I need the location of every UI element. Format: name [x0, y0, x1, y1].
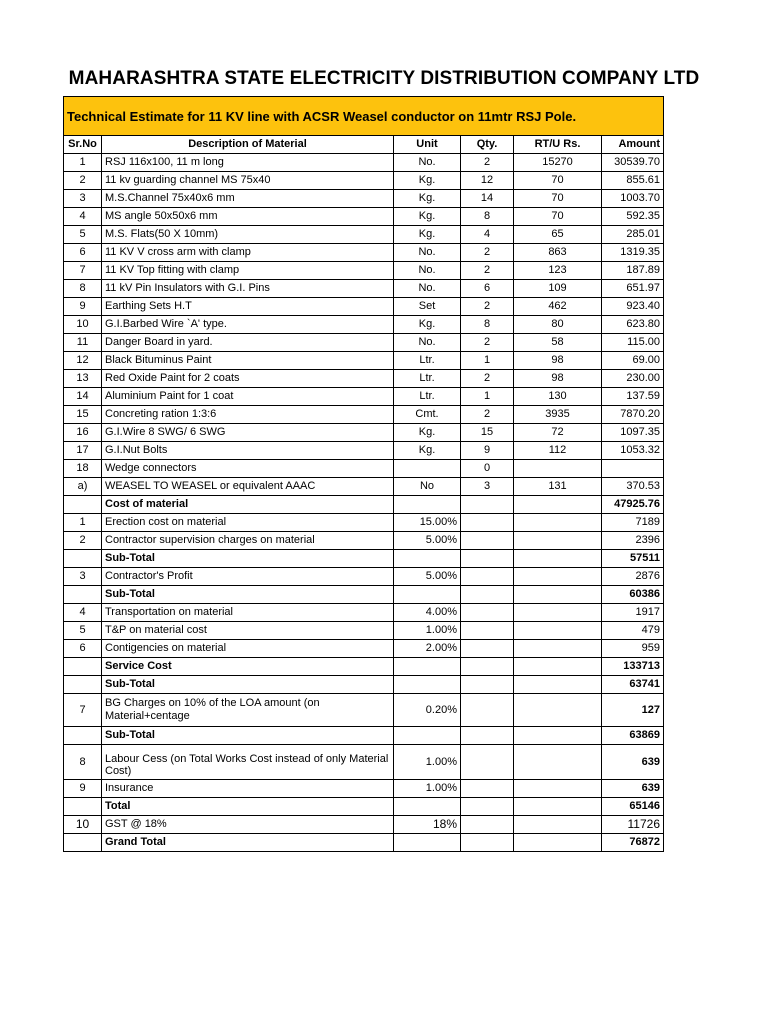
row-rate: 72 — [514, 424, 602, 442]
row-rate: 109 — [514, 280, 602, 298]
row-amount: 1319.35 — [602, 244, 664, 262]
row-amount: 187.89 — [602, 262, 664, 280]
row-qty: 6 — [461, 280, 514, 298]
row-rate: 65 — [514, 226, 602, 244]
row-qty: 9 — [461, 442, 514, 460]
row-srno: 7 — [64, 262, 102, 280]
service-row: 4 Transportation on material 4.00% 1917 — [64, 604, 664, 622]
service-row: 3 Contractor's Profit 5.00% 2876 — [64, 568, 664, 586]
row-description: 11 KV Top fitting with clamp — [102, 262, 394, 280]
row-unit: No. — [394, 334, 461, 352]
row-rate: 80 — [514, 316, 602, 334]
material-row — [64, 226, 664, 244]
material-row — [64, 442, 664, 460]
row-unit: Kg. — [394, 442, 461, 460]
total-row: Total 65146 — [64, 798, 664, 816]
row-qty: 1 — [461, 352, 514, 370]
row-rate: 3935 — [514, 406, 602, 424]
material-row — [64, 262, 664, 280]
material-row — [64, 190, 664, 208]
row-amount: 1003.70 — [602, 190, 664, 208]
service-row: 8 Labour Cess (on Total Works Cost instead of only Material Cost) 1.00% 639 — [64, 745, 664, 780]
row-qty: 8 — [461, 316, 514, 334]
material-row — [64, 424, 664, 442]
material-row — [64, 244, 664, 262]
row-description: Red Oxide Paint for 2 coats — [102, 370, 394, 388]
service-row: 5 T&P on material cost 1.00% 479 — [64, 622, 664, 640]
header-srno: Sr.No — [64, 136, 102, 154]
row-rate: 123 — [514, 262, 602, 280]
row-description: M.S.Channel 75x40x6 mm — [102, 190, 394, 208]
material-row — [64, 352, 664, 370]
row-amount: 651.97 — [602, 280, 664, 298]
row-description: 11 kv guarding channel MS 75x40 — [102, 172, 394, 190]
gst-row: 10 GST @ 18% 18% 11726 — [64, 816, 664, 834]
material-row — [64, 172, 664, 190]
row-unit: No. — [394, 262, 461, 280]
cost-of-material-label: Cost of material — [102, 496, 394, 514]
row-amount: 1097.35 — [602, 424, 664, 442]
row-unit: Kg. — [394, 424, 461, 442]
row-qty: 8 — [461, 208, 514, 226]
header-row — [64, 136, 664, 154]
row-rate: 112 — [514, 442, 602, 460]
row-srno: a) — [64, 478, 102, 496]
row-unit: No. — [394, 244, 461, 262]
row-amount: 30539.70 — [602, 154, 664, 172]
row-qty: 2 — [461, 406, 514, 424]
row-description: Earthing Sets H.T — [102, 298, 394, 316]
row-rate: 70 — [514, 190, 602, 208]
header-rate: RT/U Rs. — [514, 136, 602, 154]
row-description: Concreting ration 1:3:6 — [102, 406, 394, 424]
row-qty: 2 — [461, 370, 514, 388]
row-description: 11 kV Pin Insulators with G.I. Pins — [102, 280, 394, 298]
row-srno: 8 — [64, 280, 102, 298]
row-description: RSJ 116x100, 11 m long — [102, 154, 394, 172]
row-description: M.S. Flats(50 X 10mm) — [102, 226, 394, 244]
row-amount: 855.61 — [602, 172, 664, 190]
header-unit: Unit — [394, 136, 461, 154]
row-srno: 18 — [64, 460, 102, 478]
row-srno: 16 — [64, 424, 102, 442]
material-row — [64, 298, 664, 316]
estimate-banner: Technical Estimate for 11 KV line with ACSR Weasel conductor on 11mtr RSJ Pole. — [64, 97, 664, 136]
row-rate — [514, 460, 602, 478]
row-description: Black Bituminus Paint — [102, 352, 394, 370]
row-rate: 58 — [514, 334, 602, 352]
row-amount: 370.53 — [602, 478, 664, 496]
row-srno: 14 — [64, 388, 102, 406]
row-qty: 2 — [461, 298, 514, 316]
row-srno: 13 — [64, 370, 102, 388]
material-row — [64, 334, 664, 352]
row-srno: 9 — [64, 298, 102, 316]
material-row — [64, 460, 664, 478]
row-srno: 1 — [64, 154, 102, 172]
row-description: 11 KV V cross arm with clamp — [102, 244, 394, 262]
row-description: WEASEL TO WEASEL or equivalent AAAC — [102, 478, 394, 496]
row-rate: 863 — [514, 244, 602, 262]
row-qty: 4 — [461, 226, 514, 244]
row-description: G.I.Wire 8 SWG/ 6 SWG — [102, 424, 394, 442]
row-qty: 14 — [461, 190, 514, 208]
row-unit: Kg. — [394, 316, 461, 334]
row-rate: 70 — [514, 208, 602, 226]
row-qty: 2 — [461, 154, 514, 172]
row-amount: 1053.32 — [602, 442, 664, 460]
row-amount: 69.00 — [602, 352, 664, 370]
row-description: Wedge connectors — [102, 460, 394, 478]
row-qty: 12 — [461, 172, 514, 190]
row-amount: 923.40 — [602, 298, 664, 316]
row-amount — [602, 460, 664, 478]
material-row — [64, 208, 664, 226]
row-unit: Kg. — [394, 172, 461, 190]
row-amount: 115.00 — [602, 334, 664, 352]
material-row — [64, 154, 664, 172]
material-row — [64, 406, 664, 424]
row-qty: 2 — [461, 244, 514, 262]
row-amount: 230.00 — [602, 370, 664, 388]
material-row — [64, 316, 664, 334]
row-unit: Ltr. — [394, 388, 461, 406]
row-qty: 2 — [461, 334, 514, 352]
row-srno: 15 — [64, 406, 102, 424]
row-description: Aluminium Paint for 1 coat — [102, 388, 394, 406]
row-description: Danger Board in yard. — [102, 334, 394, 352]
material-row — [64, 280, 664, 298]
row-rate: 462 — [514, 298, 602, 316]
row-amount: 623.80 — [602, 316, 664, 334]
subtotal-row: Sub-Total 63869 — [64, 727, 664, 745]
header-amount: Amount — [602, 136, 664, 154]
row-srno: 11 — [64, 334, 102, 352]
row-unit: Ltr. — [394, 370, 461, 388]
row-rate: 131 — [514, 478, 602, 496]
service-cost-row: Service Cost 133713 — [64, 658, 664, 676]
subtotal-row: Sub-Total 60386 — [64, 586, 664, 604]
row-description: G.I.Barbed Wire `A' type. — [102, 316, 394, 334]
service-row: 7 BG Charges on 10% of the LOA amount (on Material+centage 0.20% 127 — [64, 694, 664, 727]
row-unit — [394, 460, 461, 478]
row-rate: 70 — [514, 172, 602, 190]
material-row — [64, 370, 664, 388]
header-qty: Qty. — [461, 136, 514, 154]
row-unit: Set — [394, 298, 461, 316]
row-amount: 285.01 — [602, 226, 664, 244]
row-unit: Kg. — [394, 226, 461, 244]
row-qty: 1 — [461, 388, 514, 406]
row-srno: 17 — [64, 442, 102, 460]
row-description: MS angle 50x50x6 mm — [102, 208, 394, 226]
row-unit: Kg. — [394, 190, 461, 208]
row-srno: 4 — [64, 208, 102, 226]
row-amount: 7870.20 — [602, 406, 664, 424]
row-srno: 3 — [64, 190, 102, 208]
row-qty: 15 — [461, 424, 514, 442]
row-srno: 5 — [64, 226, 102, 244]
service-row: 9 Insurance 1.00% 639 — [64, 780, 664, 798]
row-srno: 6 — [64, 244, 102, 262]
subtotal-row: Sub-Total 57511 — [64, 550, 664, 568]
header-description: Description of Material — [102, 136, 394, 154]
estimate-table — [63, 96, 664, 852]
row-srno: 10 — [64, 316, 102, 334]
subtotal-row: Sub-Total 63741 — [64, 676, 664, 694]
company-title: MAHARASHTRA STATE ELECTRICITY DISTRIBUTION COMPANY LTD — [68, 68, 700, 89]
row-unit: Ltr. — [394, 352, 461, 370]
service-row: 6 Contigencies on material 2.00% 959 — [64, 640, 664, 658]
material-row — [64, 478, 664, 496]
grand-total-row: Grand Total 76872 — [64, 834, 664, 852]
row-unit: Cmt. — [394, 406, 461, 424]
row-unit: No. — [394, 154, 461, 172]
row-srno: 12 — [64, 352, 102, 370]
service-row: 1 Erection cost on material 15.00% 7189 — [64, 514, 664, 532]
row-rate: 130 — [514, 388, 602, 406]
row-rate: 98 — [514, 352, 602, 370]
row-amount: 137.59 — [602, 388, 664, 406]
row-amount: 592.35 — [602, 208, 664, 226]
row-qty: 3 — [461, 478, 514, 496]
row-unit: No — [394, 478, 461, 496]
row-unit: No. — [394, 280, 461, 298]
cost-of-material-row — [64, 496, 664, 514]
row-qty: 0 — [461, 460, 514, 478]
row-rate: 98 — [514, 370, 602, 388]
material-row — [64, 388, 664, 406]
row-qty: 2 — [461, 262, 514, 280]
row-unit: Kg. — [394, 208, 461, 226]
row-rate: 15270 — [514, 154, 602, 172]
cost-of-material-amount: 47925.76 — [602, 496, 664, 514]
service-row: 2 Contractor supervision charges on material 5.00% 2396 — [64, 532, 664, 550]
row-srno: 2 — [64, 172, 102, 190]
row-description: G.I.Nut Bolts — [102, 442, 394, 460]
